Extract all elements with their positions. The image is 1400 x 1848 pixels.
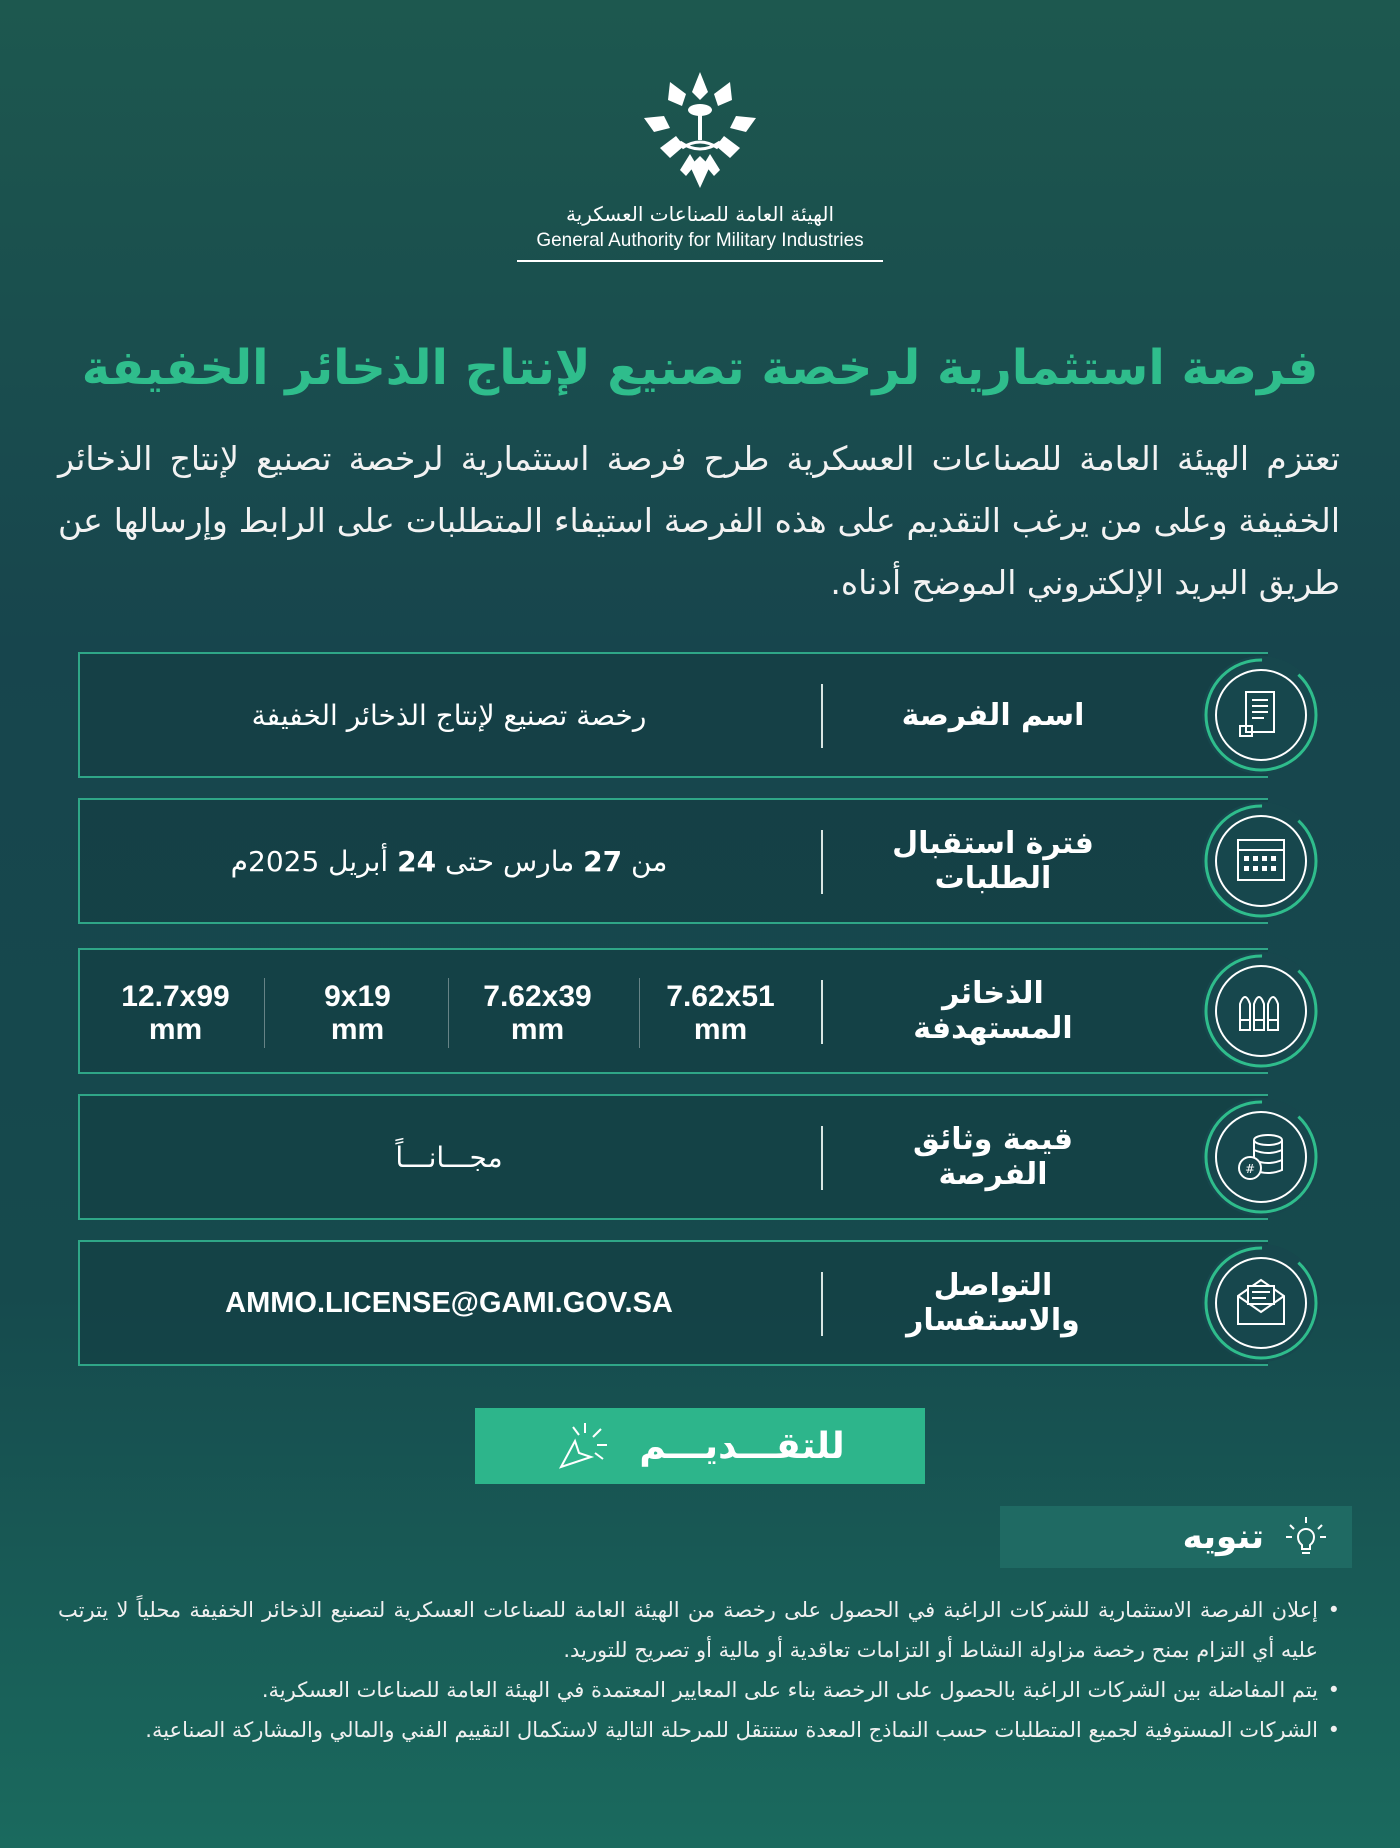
- caliber-separator: [448, 978, 449, 1048]
- row-label: التواصل والاستفسار: [906, 1268, 1080, 1338]
- svg-text:#: #: [1244, 1162, 1256, 1176]
- documents-price-value: مجـــانـــاً: [395, 1140, 503, 1174]
- notice-header: [1000, 1506, 1352, 1568]
- row-label: اسم الفرصة: [901, 697, 1085, 733]
- header-divider: [517, 260, 883, 262]
- caliber-size: 7.62x39: [483, 980, 592, 1013]
- caliber-item: [450, 978, 625, 1048]
- contact-row: [78, 1240, 1268, 1366]
- period-end-month-year: أبريل 2025م: [230, 844, 389, 878]
- org-name-en: General Authority for Military Industries: [536, 230, 864, 251]
- period-connector: حتى: [444, 844, 495, 878]
- notice-item: • يتم المفاضلة بين الشركات الراغبة بالحصول على الرخصة بناء على المعايير المعتمدة في الهيئة العامة للصناعات العسكرية.: [58, 1670, 1340, 1710]
- notice-item: • الشركات المستوفية لجميع المتطلبات حسب النماذج المعدة ستنتقل للمرحلة التالية لاستكمال التقييم الفني والمالي والمشاركة الصناعية.: [58, 1710, 1340, 1750]
- period-prefix: من: [631, 844, 668, 878]
- caliber-separator: [639, 978, 640, 1048]
- row-divider: [821, 980, 823, 1044]
- bullets-icon: [1202, 952, 1320, 1070]
- opportunity-name-row: [78, 652, 1268, 778]
- caliber-size: 7.62x51: [666, 980, 775, 1013]
- lightbulb-icon: [1282, 1513, 1330, 1561]
- period-end-day: 24: [397, 844, 437, 878]
- application-period-value: [80, 800, 818, 922]
- caliber-unit: mm: [510, 1013, 565, 1046]
- row-label: فترة استقبال الطلبات: [892, 826, 1094, 896]
- row-divider: [821, 684, 823, 748]
- calendar-icon: [1202, 802, 1320, 920]
- gami-emblem-icon: [640, 70, 760, 190]
- document-icon: [1202, 656, 1320, 774]
- apply-button[interactable]: [475, 1408, 925, 1484]
- caliber-item: [88, 978, 263, 1048]
- org-name-ar: الهيئة العامة للصناعات العسكرية: [565, 202, 835, 226]
- mail-icon: [1202, 1244, 1320, 1362]
- caliber-item: [633, 978, 808, 1048]
- header: [0, 70, 1400, 262]
- cursor-click-icon: [555, 1419, 609, 1473]
- row-divider: [821, 830, 823, 894]
- row-divider: [821, 1272, 823, 1336]
- apply-button-label: للتقـــديـــم: [639, 1425, 845, 1467]
- row-label: الذخائر المستهدفة: [913, 976, 1073, 1046]
- caliber-unit: mm: [330, 1013, 385, 1046]
- row-divider: [821, 1126, 823, 1190]
- notice-list: [58, 1590, 1340, 1750]
- opportunity-name-value: رخصة تصنيع لإنتاج الذخائر الخفيفة: [251, 698, 647, 732]
- application-period-row: [78, 798, 1268, 924]
- period-start-day: 27: [583, 844, 623, 878]
- coins-icon: [1202, 1098, 1320, 1216]
- caliber-size: 12.7x99: [121, 980, 230, 1013]
- caliber-item: [270, 978, 445, 1048]
- notice-item: • إعلان الفرصة الاستثمارية للشركات الراغبة في الحصول على رخصة من الهيئة العامة للصناعات العسكرية لتصنيع الذخائر الخفيفة محلياً لا يترتب عليه أي التزام بمنح رخصة مزاولة النشاط أو التزامات تعاقدية أو مالية أو تصريح للتوريد.: [58, 1590, 1340, 1670]
- caliber-unit: mm: [148, 1013, 203, 1046]
- caliber-size: 9x19: [324, 980, 391, 1013]
- caliber-unit: mm: [693, 1013, 748, 1046]
- target-ammunition-row: [78, 948, 1268, 1074]
- contact-email-value[interactable]: [80, 1242, 818, 1364]
- notice-title: تنويه: [1182, 1517, 1264, 1557]
- caliber-separator: [264, 978, 265, 1048]
- documents-price-row: [78, 1094, 1268, 1220]
- page-title: فرصة استثمارية لرخصة تصنيع لإنتاج الذخائر الخفيفة: [81, 340, 1319, 396]
- period-start-month: مارس: [503, 844, 575, 878]
- contact-email-link[interactable]: AMMO.LICENSE@GAMI.GOV.SA: [225, 1286, 673, 1319]
- intro-text: تعتزم الهيئة العامة للصناعات العسكرية طرح فرصة استثمارية لرخصة تصنيع لإنتاج الذخائر الخفيفة وعلى من يرغب التقديم على هذه الفرصة استيفاء المتطلبات على الرابط وإرسالها عن طريق البريد الإلكتروني الموضح أدناه.: [58, 439, 1340, 602]
- row-label: قيمة وثائق الفرصة: [912, 1122, 1074, 1192]
